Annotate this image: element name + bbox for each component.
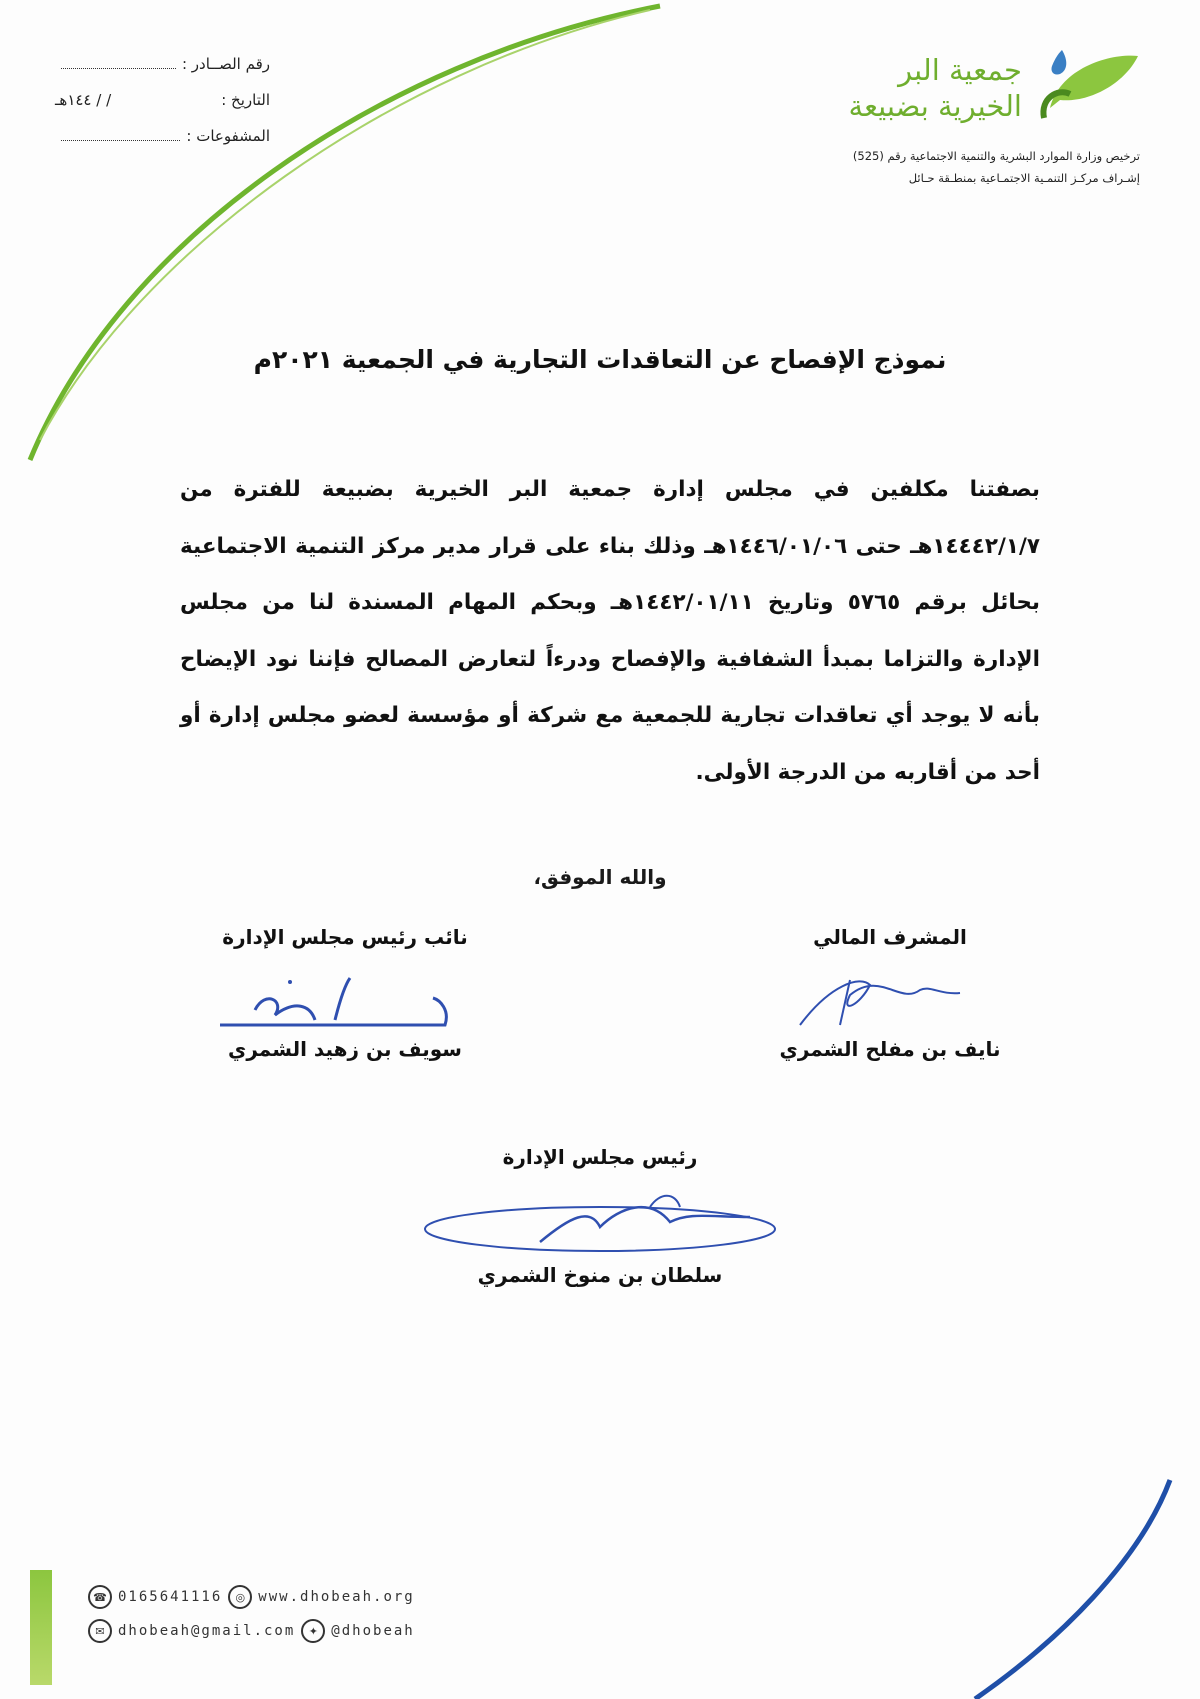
closing-line: والله الموفق،: [533, 865, 667, 889]
document-body: بصفتنا مكلفين في مجلس إدارة جمعية البر الخيرية بضبيعة للفترة من ١٤٤٤٢/١/٧هـ حتى ١٤٤٦/٠١/٠٦هـ وذلك بناء على قرار مدير مركز التنمية الاجتماعية بحائل برقم ٥٧٦٥ وتاريخ ١٤٤٢/٠١/١١هـ وبحكم المهام المسندة لنا من مجلس الإدارة والتزاما بمبدأ الشفافية والإفصاح ودرءاً لتعارض المصالح فإننا نود الإيضاح بأنه لا يوجد أي تعاقدات تجارية للجمعية مع شركة أو مؤسسة لعضو مجلس إدارة أو أحد من أقاربه من الدرجة الأولى.: [180, 477, 1040, 785]
website-link[interactable]: www.dhobeah.org: [258, 1589, 415, 1605]
license-info: [780, 145, 1140, 189]
twitter-handle[interactable]: @dhobeah: [331, 1623, 415, 1639]
date-value: / / ١٤٤هـ: [55, 91, 112, 109]
issued-number-label: رقم الصــادر :: [181, 55, 270, 73]
attachments-field: [61, 128, 180, 141]
handwritten-signature-icon: [790, 965, 990, 1035]
attachments-label: المشفوعات :: [186, 127, 270, 145]
date-label: التاريخ :: [221, 91, 270, 109]
signatory-name: نايف بن مفلح الشمري: [779, 1037, 1001, 1061]
financial-supervisor-signature: [760, 925, 1020, 1075]
vice-chairman-signature: [195, 925, 495, 1075]
organization-logo: [800, 48, 1140, 128]
signature-role: نائب رئيس مجلس الإدارة: [222, 925, 468, 949]
signatory-name: سلطان بن منوخ الشمري: [477, 1263, 723, 1287]
twitter-icon: ✦: [301, 1619, 325, 1643]
signatory-name: سويف بن زهيد الشمري: [228, 1037, 462, 1061]
globe-icon: ◎: [228, 1585, 252, 1609]
email-link[interactable]: dhobeah@gmail.com: [118, 1623, 296, 1639]
reference-block: [55, 55, 270, 163]
phone-number: 0165641116: [118, 1589, 223, 1605]
chairman-signature: [430, 1145, 770, 1295]
contact-footer: [88, 1580, 415, 1648]
handwritten-signature-icon: [420, 1187, 780, 1267]
license-line-2: إشـراف مركـز التنمـية الاجتمـاعية بمنطـقة حـائل: [908, 171, 1140, 185]
handwritten-signature-icon: [215, 970, 455, 1040]
license-line-1: ترخيص وزارة الموارد البشرية والتنمية الاجتماعية رقم (525): [852, 149, 1140, 163]
logo-line-2: الخيرية بضبيعة: [848, 89, 1022, 123]
signature-role: المشرف المالي: [813, 925, 967, 949]
logo-line-1: جمعية البر: [898, 53, 1022, 87]
leaf-drop-icon: [1030, 48, 1140, 128]
phone-icon: ☎: [88, 1585, 112, 1609]
issued-number-field: [61, 56, 176, 69]
footer-accent-bar: [30, 1570, 52, 1685]
email-icon: ✉: [88, 1619, 112, 1643]
document-title: نموذج الإفصاح عن التعاقدات التجارية في الجمعية ٢٠٢١م: [253, 345, 947, 374]
signature-role: رئيس مجلس الإدارة: [502, 1145, 698, 1169]
